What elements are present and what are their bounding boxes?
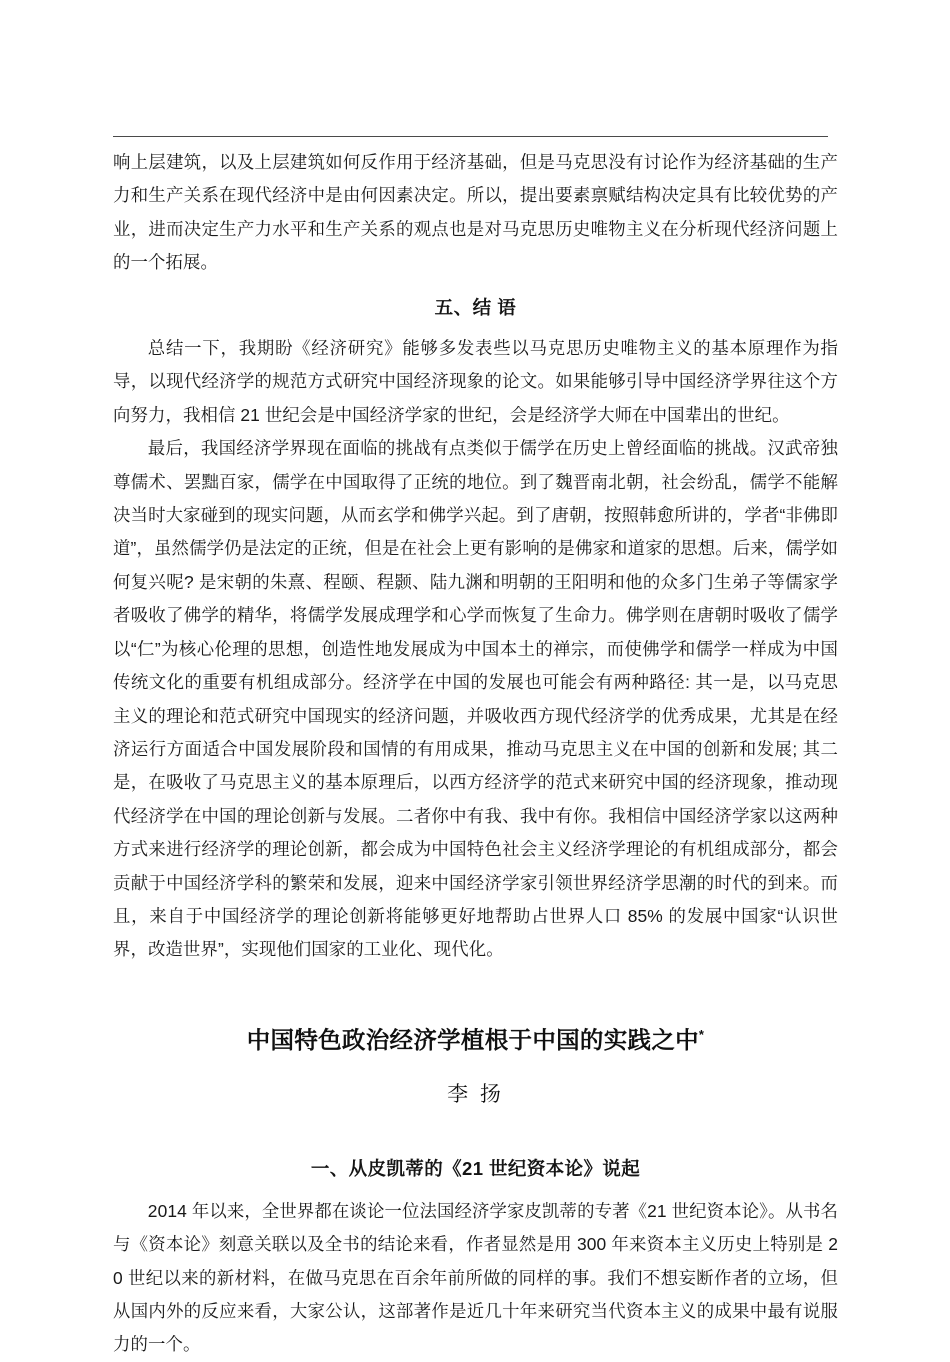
article-separator-space	[113, 967, 838, 1023]
new-article-section-heading: 一、从皮凯蒂的《21 世纪资本论》说起	[310, 1157, 641, 1179]
header-divider-rule	[113, 136, 828, 137]
title-footnote-asterisk: *	[698, 1026, 705, 1042]
new-article-paragraph-1: 2014 年以来，全世界都在谈论一位法国经济学家皮凯蒂的专著《21 世纪资本论》。从书名与《资本论》刻意关联以及全书的结论来看，作者显然是用 300 年来资本主义历史上特别是 20 世纪以来的新材料，在做马克思在百余年前所做的同样的事。我们不想妄断作者的立场，但从国内外的反应来看，大家公认，这部著作是近几十年来研究当代资本主义的成果中最有说服力的一个。	[113, 1200, 838, 1355]
new-article-title-text: 中国特色政治经济学植根于中国的实践之中	[246, 1026, 699, 1053]
conclusion-paragraph-1: 总结一下，我期盼《经济研究》能够多发表些以马克思历史唯物主义的基本原理作为指导，以现代经济学的规范方式研究中国经济现象的论文。如果能够引导中国经济学界往这个方向努力，我相信 21 世纪会是中国经济学家的世纪，会是经济学大师在中国辈出的世纪。	[113, 338, 838, 425]
page-content-column	[113, 136, 838, 1362]
new-article-title	[113, 1023, 838, 1057]
new-article-author: 李 扬	[447, 1082, 504, 1106]
conclusion-paragraph-2: 最后，我国经济学界现在面临的挑战有点类似于儒学在历史上曾经面临的挑战。汉武帝独尊儒术、罢黜百家，儒学在中国取得了正统的地位。到了魏晋南北朝，社会纷乱，儒学不能解决当时大家碰到的现实问题，从而玄学和佛学兴起。到了唐朝，按照韩愈所讲的，学者“非佛即道”，虽然儒学仍是法定的正统，但是在社会上更有影响的是佛家和道家的思想。后来，儒学如何复兴呢? 是宋朝的朱熹、程颐、程颢、陆九渊和明朝的王阳明和他的众多门生弟子等儒家学者吸收了佛学的精华，将儒学发展成理学和心学而恢复了生命力。佛学则在唐朝时吸收了儒学以“仁”为核心伦理的思想，创造性地发展成为中国本土的禅宗，而使佛学和儒学一样成为中国传统文化的重要有机组成部分。经济学在中国的发展也可能会有两种路径: 其一是，以马克思主义的理论和范式研究中国现实的经济问题，并吸收西方现代经济学的优秀成果，尤其是在经济运行方面适合中国发展阶段和国情的有用成果，推动马克思主义在中国的创新和发展; 其二是，在吸收了马克思主义的基本原理后，以西方经济学的范式来研究中国的经济现象，推动现代经济学在中国的理论创新与发展。二者你中有我、我中有你。我相信中国经济学家以这两种方式来进行经济学的理论创新，都会成为中国特色社会主义经济学理论的有机组成部分，都会贡献于中国经济学科的繁荣和发展，迎来中国经济学家引领世界经济学思潮的时代的到来。而且，来自于中国经济学的理论创新将能够更好地帮助占世界人口 85% 的发展中国家“认识世界，改造世界”，实现他们国家的工业化、现代化。	[113, 438, 838, 960]
continued-paragraph: 响上层建筑，以及上层建筑如何反作用于经济基础，但是马克思没有讨论作为经济基础的生产力和生产关系在现代经济中是由何因素决定。所以，提出要素禀赋结构决定具有比较优势的产业，进而决定生产力水平和生产关系的观点也是对马克思历史唯物主义在分析现代经济问题上的一个拓展。	[113, 152, 838, 273]
section-heading-conclusion: 五、结 语	[434, 296, 517, 318]
